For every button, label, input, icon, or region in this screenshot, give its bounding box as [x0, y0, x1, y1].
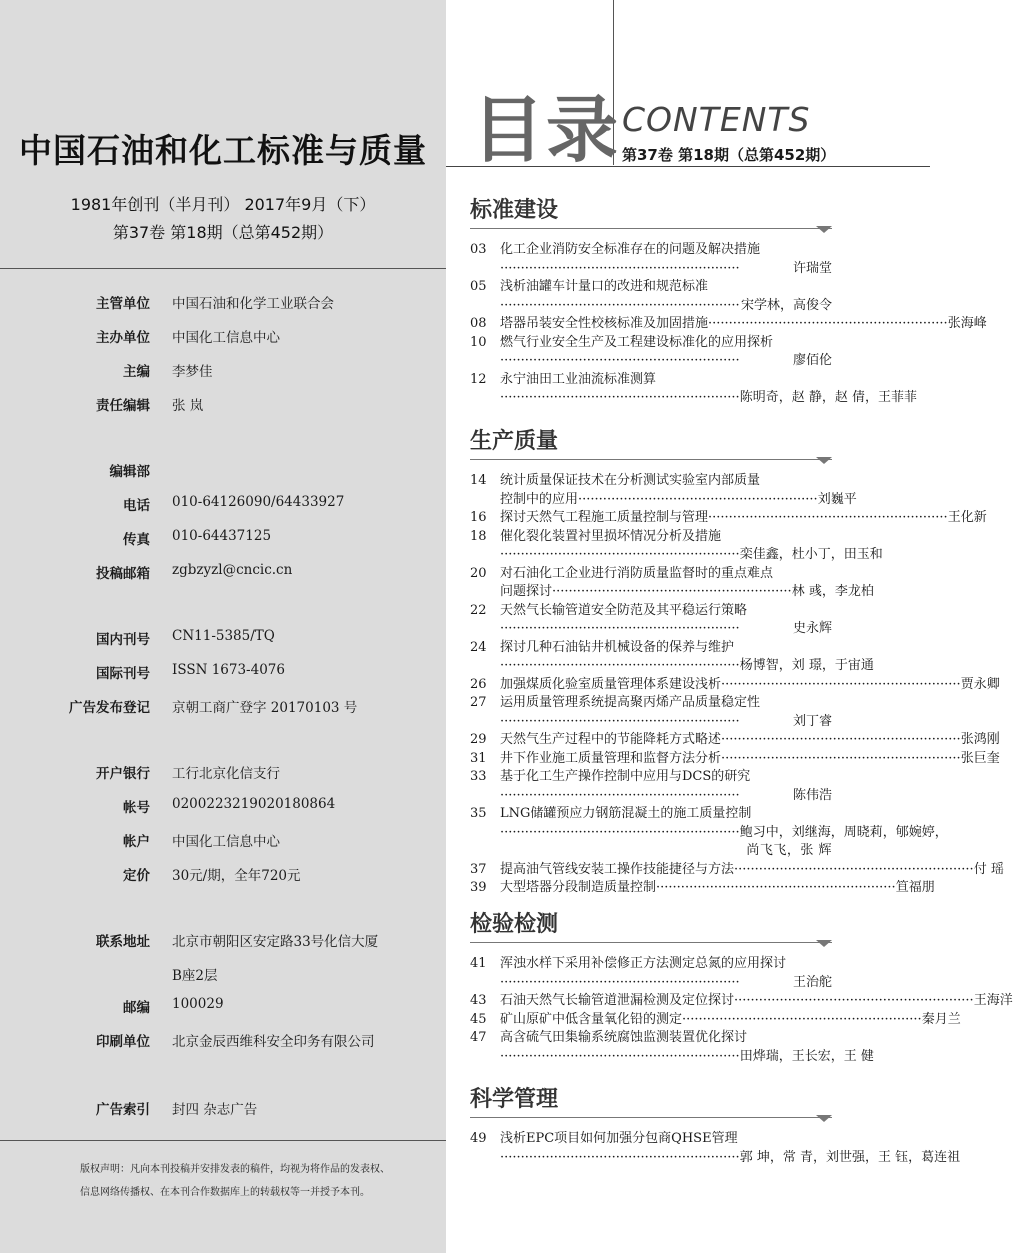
toc-entry[interactable]	[470, 992, 1013, 1011]
entry-page: 12	[470, 371, 487, 387]
leader-dots: ··························································	[500, 713, 740, 729]
contents-heading-en: CONTENTS	[622, 100, 811, 139]
info-label: 主管单位	[96, 296, 150, 312]
info-value: CN11-5385/TQ	[172, 628, 275, 644]
entry-title: 加强煤质化验室质量管理体系建设浅析	[500, 676, 722, 692]
entry-page: 05	[470, 279, 487, 294]
section-rule	[470, 1115, 832, 1121]
entry-title: 燃气行业安全生产及工程建设标准化的应用探析	[500, 334, 774, 350]
masthead-info-row	[0, 562, 446, 584]
entry-author: 王治舵	[792, 974, 832, 990]
masthead-info-row	[0, 864, 446, 886]
toc-entry[interactable]	[470, 371, 917, 408]
entry-page: 45	[470, 1011, 487, 1027]
toc-entry[interactable]	[470, 861, 1004, 880]
leader-dots: ··························································	[500, 1048, 740, 1064]
toc-section	[470, 427, 832, 463]
leader-dots: ··························································	[500, 787, 740, 803]
entry-title: 永宁油田工业油流标准测算	[500, 371, 657, 387]
toc-entry[interactable]	[470, 731, 1000, 750]
toc-entry[interactable]	[470, 509, 987, 528]
info-value: 100029	[172, 996, 224, 1012]
masthead-info-row	[0, 796, 446, 818]
info-label: 定价	[123, 868, 150, 884]
toc-entry[interactable]	[470, 334, 832, 371]
entry-author: 王海洋	[973, 993, 1013, 1008]
entry-author: 刘巍平	[817, 491, 857, 507]
entry-author: 刘丁睿	[792, 713, 832, 729]
info-value: 京朝工商广登字 20170103 号	[172, 700, 358, 716]
entry-title: 高含硫气田集输系统腐蚀监测装置优化探讨	[500, 1030, 748, 1045]
entry-title: 化工企业消防安全标准存在的问题及解决措施	[500, 242, 761, 257]
entry-title-continued: 问题探讨	[500, 584, 553, 599]
entry-author: 张巨奎	[960, 750, 1000, 766]
leader-dots: ··························································	[500, 390, 740, 405]
section-entries	[470, 1130, 961, 1167]
info-value: 中国化工信息中心	[172, 330, 280, 346]
entry-page: 33	[470, 769, 487, 784]
masthead-info-row	[0, 1030, 446, 1052]
leader-dots: ··························································	[721, 676, 961, 692]
entry-author: 杨博智，刘 璟，于宙通	[739, 658, 874, 673]
entry-title: 统计质量保证技术在分析测试实验室内部质量	[500, 473, 761, 488]
toc-entry[interactable]	[470, 602, 832, 639]
leader-dots: ··························································	[500, 621, 740, 636]
toc-entry[interactable]	[470, 639, 874, 676]
section-title: 标准建设	[470, 198, 559, 223]
entry-author: 林 彧，李龙柏	[791, 584, 874, 599]
masthead-info-row	[0, 696, 446, 718]
info-value: 30元/期，全年720元	[172, 868, 301, 884]
masthead-info-row	[0, 930, 446, 952]
leader-dots: ··························································	[500, 974, 740, 990]
info-label: 编辑部	[109, 464, 150, 480]
entry-title: LNG储罐预应力钢筋混凝土的施工质量控制	[500, 806, 752, 821]
masthead-info-row	[0, 964, 446, 986]
leader-dots: ··························································	[708, 510, 948, 525]
entry-title: 运用质量管理系统提高聚丙烯产品质量稳定性	[500, 695, 761, 710]
entry-page: 47	[470, 1030, 487, 1045]
entry-page: 08	[470, 316, 487, 331]
info-label: 广告索引	[96, 1102, 150, 1118]
entry-author: 张海峰	[947, 316, 987, 331]
toc-entry[interactable]	[470, 750, 1000, 769]
toc-entry[interactable]	[470, 315, 987, 334]
entry-author: 史永辉	[792, 621, 832, 636]
section-entries	[470, 955, 1013, 1066]
masthead-info-row	[0, 628, 446, 650]
section-entries	[470, 241, 987, 408]
header-divider	[446, 166, 930, 167]
contents-heading-cn: 目录	[472, 88, 621, 172]
masthead-info-row	[0, 662, 446, 684]
entry-title: 浅析EPC项目如何加强分包商QHSE管理	[500, 1131, 738, 1146]
entry-title: 浅析油罐车计量口的改进和规范标准	[500, 279, 709, 294]
info-value: 北京市朝阳区安定路33号化信大厦	[172, 934, 379, 950]
info-label: 国内刊号	[96, 632, 150, 648]
info-value: zgbzyzl@cncic.cn	[172, 562, 293, 578]
entry-page: 43	[470, 993, 487, 1008]
entry-title: 天然气长输管道安全防范及其平稳运行策略	[500, 602, 748, 618]
leader-dots: ··························································	[721, 750, 961, 766]
entry-author: 许瑞堂	[792, 260, 832, 276]
leader-dots: ··························································	[578, 491, 818, 507]
entry-author: 栾佳鑫，杜小丁，田玉和	[739, 547, 883, 562]
info-value: 0200223219020180864	[172, 796, 336, 812]
toc-entry[interactable]	[470, 472, 857, 509]
info-value: 010-64126090/64433927	[172, 494, 345, 510]
entry-author-continued: 尚飞飞，张 辉	[746, 843, 832, 858]
info-value: 封四 杂志广告	[172, 1102, 258, 1118]
copyright-divider	[0, 1140, 446, 1141]
entry-title: 探讨几种石油钻井机械设备的保养与维护	[500, 639, 735, 655]
info-label: 主编	[123, 364, 150, 380]
toc-section	[470, 910, 832, 946]
entry-author: 秦月兰	[921, 1011, 961, 1027]
toc-entry[interactable]	[470, 694, 832, 731]
leader-dots: ··························································	[500, 1149, 740, 1165]
info-value: ISSN 1673-4076	[172, 662, 285, 678]
masthead-info-row	[0, 830, 446, 852]
leader-dots: ··························································	[500, 547, 740, 562]
entry-title-continued: 控制中的应用	[500, 491, 579, 507]
toc-entry[interactable]	[470, 278, 832, 315]
entry-title: 井下作业施工质量管理和监督方法分析	[500, 750, 722, 766]
entry-page: 39	[470, 880, 487, 895]
masthead-info-row	[0, 360, 446, 382]
entry-title: 催化裂化装置衬里损坏情况分析及措施	[500, 528, 722, 544]
entry-title: 对石油化工企业进行消防质量监督时的重点难点	[500, 565, 774, 581]
entry-title: 塔器吊装安全性校核标准及加固措施	[500, 316, 709, 331]
toc-entry[interactable]	[470, 241, 832, 278]
copyright-notice	[80, 1158, 420, 1204]
leader-dots: ··························································	[734, 993, 974, 1008]
masthead-panel	[0, 0, 446, 1253]
info-value: 中国石油和化学工业联合会	[172, 296, 334, 312]
info-value: 中国化工信息中心	[172, 834, 280, 850]
masthead-info-row	[0, 996, 446, 1018]
entry-title: 石油天然气长输管道泄漏检测及定位探讨	[500, 993, 735, 1008]
toc-entry[interactable]	[470, 1029, 874, 1066]
info-label: 印刷单位	[96, 1034, 150, 1050]
toc-entry[interactable]	[470, 528, 883, 565]
toc-entry[interactable]	[470, 565, 874, 602]
entry-author: 张鸿刚	[960, 732, 1000, 747]
masthead-info-row	[0, 1098, 446, 1120]
info-label: 投稿邮箱	[96, 566, 150, 582]
entry-page: 24	[470, 639, 487, 655]
entry-author: 王化新	[947, 510, 987, 525]
entry-page: 14	[470, 473, 487, 488]
masthead-info-row	[0, 460, 446, 482]
section-rule	[470, 940, 832, 946]
info-value: 工行北京化信支行	[172, 766, 280, 782]
toc-entry[interactable]	[470, 955, 832, 992]
leader-dots: ··························································	[500, 658, 740, 673]
entry-page: 27	[470, 695, 487, 710]
toc-entry[interactable]	[470, 879, 935, 898]
info-value: 张 岚	[172, 398, 204, 414]
toc-entry[interactable]	[470, 1011, 961, 1030]
masthead-info-row	[0, 292, 446, 314]
masthead-info-row	[0, 326, 446, 348]
info-label: 主办单位	[96, 330, 150, 346]
masthead-info-row	[0, 528, 446, 550]
entry-page: 20	[470, 565, 487, 581]
entry-title: 大型塔器分段制造质量控制	[500, 880, 657, 895]
toc-section	[470, 1085, 832, 1121]
masthead-divider	[0, 268, 446, 269]
entry-page: 26	[470, 676, 487, 692]
entry-title: 浑浊水样下采用补偿修正方法测定总氮的应用探讨	[500, 956, 787, 971]
entry-page: 35	[470, 806, 487, 821]
entry-author: 郭 坤，常 青，刘世强，王 钰，葛连祖	[739, 1149, 961, 1165]
entry-page: 31	[470, 750, 487, 766]
entry-author: 陈伟浩	[792, 787, 832, 803]
info-label: 责任编辑	[96, 398, 150, 414]
toc-entry[interactable]	[470, 676, 1000, 695]
entry-page: 29	[470, 732, 487, 747]
entry-author: 付 瑶	[973, 861, 1004, 877]
leader-dots: ··························································	[500, 297, 740, 313]
entry-title: 探讨天然气工程施工质量控制与管理	[500, 510, 709, 525]
entry-page: 10	[470, 334, 487, 350]
info-label: 帐号	[123, 800, 150, 816]
section-title: 检验检测	[470, 912, 559, 937]
entry-author: 笪福朋	[895, 880, 935, 895]
entry-author: 陈明奇，赵 静，赵 倩，王菲菲	[739, 390, 917, 405]
info-label: 帐户	[123, 834, 150, 850]
leader-dots: ··························································	[656, 880, 896, 895]
copyright-line-1: 版权声明：凡向本刊投稿并安排发表的稿件，均视为将作品的发表权、	[80, 1164, 390, 1175]
volume-line: 第37卷 第18期（总第452期）	[112, 223, 334, 242]
entry-author: 田烨瑞，王长宏，王 健	[739, 1048, 874, 1064]
founded-line: 1981年创刊（半月刊） 2017年9月（下）	[70, 195, 376, 214]
toc-section	[470, 196, 832, 232]
entry-page: 49	[470, 1131, 487, 1146]
toc-entry[interactable]	[470, 1130, 961, 1167]
magazine-title: 中国石油和化工标准与质量	[19, 131, 427, 170]
section-title: 科学管理	[470, 1087, 559, 1112]
copyright-line-2: 信息网络传播权、在本刊合作数据库上的转载权等一并授予本刊。	[80, 1187, 370, 1198]
masthead-info-row	[0, 494, 446, 516]
entry-author: 廖佰伦	[792, 353, 832, 368]
info-value: 010-64437125	[172, 528, 272, 544]
info-label: 国际刊号	[96, 666, 150, 682]
entry-page: 37	[470, 861, 487, 877]
toc-entry[interactable]	[470, 805, 948, 861]
leader-dots: ··························································	[500, 260, 740, 276]
entry-title: 矿山原矿中低含量氧化铅的测定	[500, 1011, 683, 1027]
section-title: 生产质量	[470, 429, 559, 454]
masthead-info-row	[0, 762, 446, 784]
section-rule	[470, 457, 832, 463]
info-label: 邮编	[123, 1000, 150, 1016]
section-entries	[470, 472, 1004, 898]
leader-dots: ··························································	[552, 584, 792, 599]
leader-dots: ··························································	[721, 732, 961, 747]
info-value: B座2层	[172, 968, 218, 984]
entry-page: 41	[470, 956, 487, 971]
info-label: 广告发布登记	[69, 700, 150, 716]
masthead-info-row	[0, 394, 446, 416]
info-label: 传真	[123, 532, 150, 548]
entry-page: 22	[470, 602, 487, 618]
info-value: 李梦佳	[172, 364, 213, 380]
entry-page: 16	[470, 510, 487, 525]
leader-dots: ··························································	[734, 861, 974, 877]
entry-page: 18	[470, 528, 487, 544]
info-label: 开户银行	[96, 766, 150, 782]
entry-title: 基于化工生产操作控制中应用与DCS的研究	[500, 769, 751, 784]
info-value: 北京金辰西维科安全印务有限公司	[172, 1034, 375, 1050]
leader-dots: ··························································	[500, 824, 740, 840]
section-rule	[470, 226, 832, 232]
leader-dots: ··························································	[682, 1011, 922, 1027]
entry-author: 宋学林，高俊令	[740, 297, 832, 313]
entry-author: 鲍习中，刘继海，周晓莉，郇婉婷，	[739, 824, 948, 840]
entry-page: 03	[470, 242, 487, 257]
entry-author: 贾永卿	[960, 676, 1000, 692]
entry-title: 提高油气管线安装工操作技能捷径与方法	[500, 861, 735, 877]
entry-title: 天然气生产过程中的节能降耗方式略述	[500, 732, 722, 747]
leader-dots: ··························································	[708, 316, 948, 331]
toc-entry[interactable]	[470, 768, 832, 805]
leader-dots: ··························································	[500, 353, 740, 368]
info-label: 电话	[123, 498, 150, 514]
issue-line: 第37卷 第18期（总第452期）	[622, 146, 836, 164]
info-label: 联系地址	[96, 934, 150, 950]
